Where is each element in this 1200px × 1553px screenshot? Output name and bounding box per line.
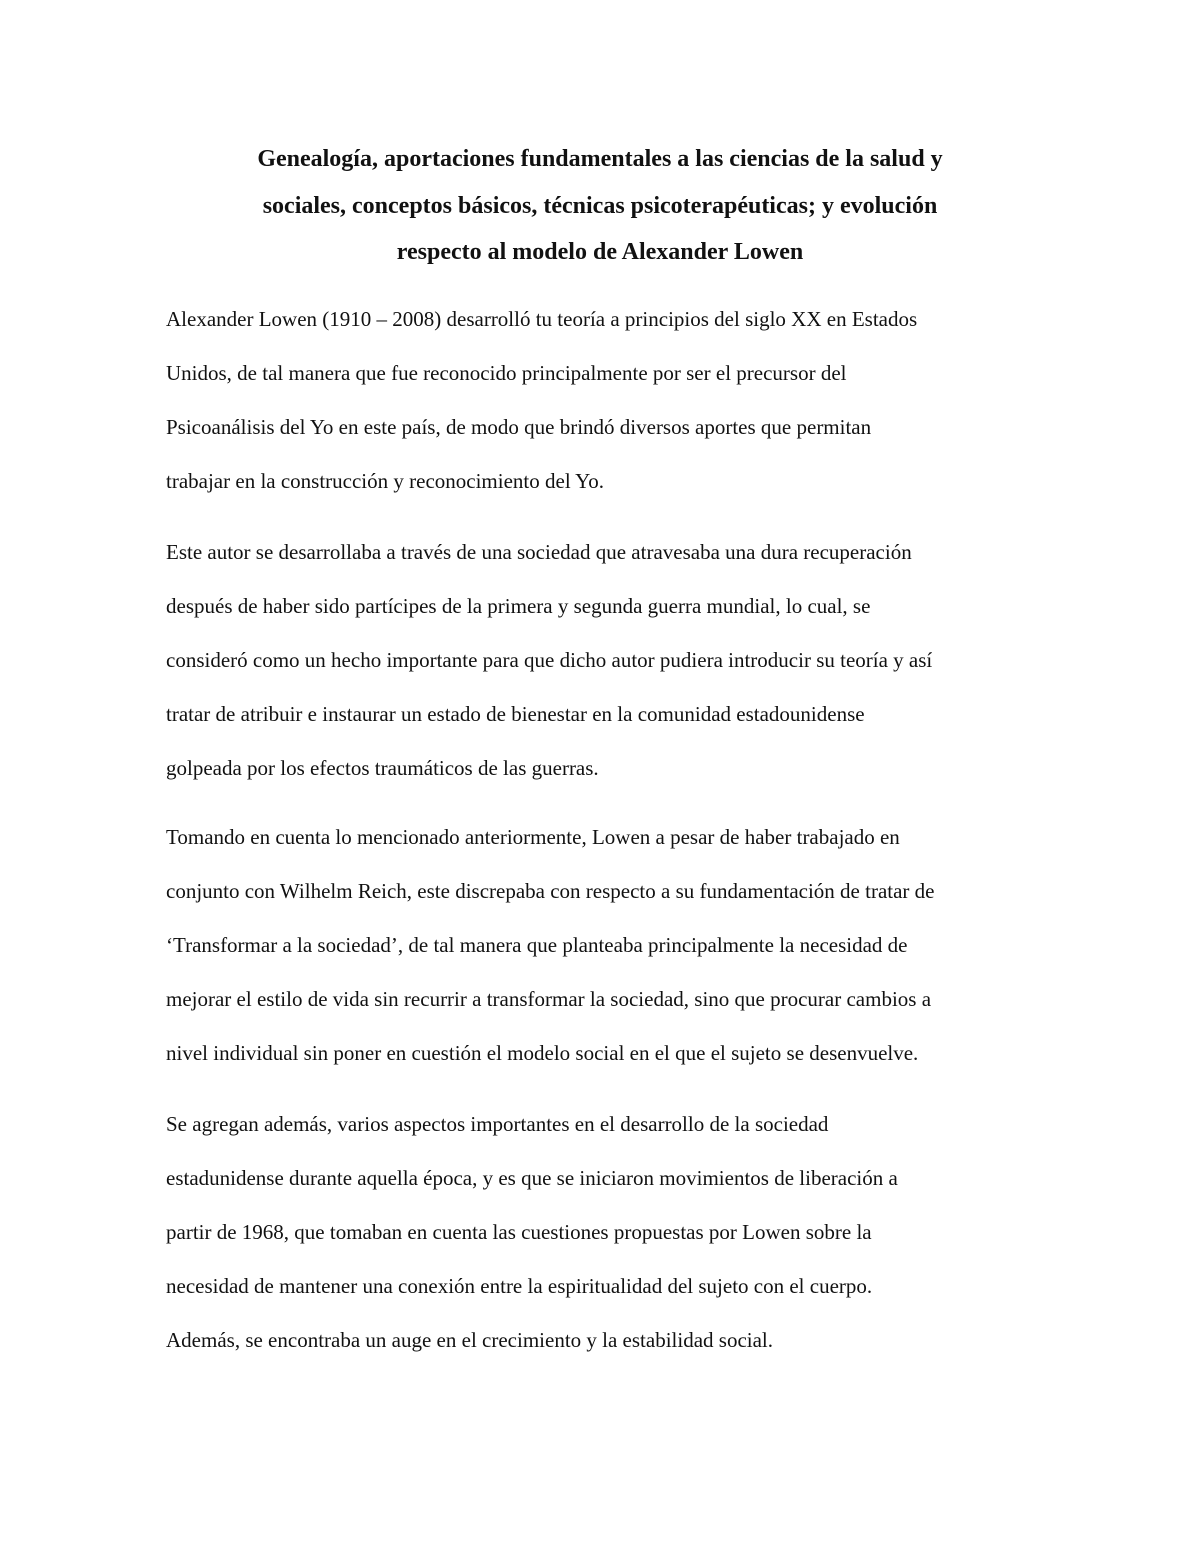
title-line: respecto al modelo de Alexander Lowen [396,239,804,265]
text-line: Psicoanálisis del Yo en este país, de modo que brindó diversos aportes que permitan [166,415,872,439]
paragraph-1 [166,292,1036,508]
text-line: conjunto con Wilhelm Reich, este discrepaba con respecto a su fundamentación de tratar de [166,879,935,903]
text-line: partir de 1968, que tomaban en cuenta las cuestiones propuestas por Lowen sobre la [166,1220,872,1244]
text-line: ‘Transformar a la sociedad’, de tal manera que planteaba principalmente la necesidad de [166,933,908,957]
paragraph-4 [166,1097,1036,1367]
text-line: mejorar el estilo de vida sin recurrir a transformar la sociedad, sino que procurar cambios a [166,987,932,1011]
text-line: golpeada por los efectos traumáticos de las guerras. [166,756,599,780]
text-line: Alexander Lowen (1910 – 2008) desarrolló tu teoría a principios del siglo XX en Estados [166,307,918,331]
text-line: Se agregan además, varios aspectos importantes en el desarrollo de la sociedad [166,1112,829,1136]
text-line: después de haber sido partícipes de la primera y segunda guerra mundial, lo cual, se [166,594,871,618]
text-line: estadunidense durante aquella época, y es que se iniciaron movimientos de liberación a [166,1166,898,1190]
text-line: tratar de atribuir e instaurar un estado de bienestar en la comunidad estadounidense [166,702,865,726]
paragraph-3 [166,810,1036,1080]
text-line: nivel individual sin poner en cuestión el modelo social en el que el sujeto se desenvuelve. [166,1041,919,1065]
paragraph-2 [166,525,1036,795]
text-line: Tomando en cuenta lo mencionado anteriormente, Lowen a pesar de haber trabajado en [166,825,900,849]
document-title [166,136,1034,276]
title-line: sociales, conceptos básicos, técnicas psicoterapéuticas; y evolución [262,192,938,219]
text-line: necesidad de mantener una conexión entre la espiritualidad del sujeto con el cuerpo. [166,1274,873,1298]
text-line: consideró como un hecho importante para que dicho autor pudiera introducir su teoría y así [166,648,933,672]
text-line: Este autor se desarrollaba a través de una sociedad que atravesaba una dura recuperación [166,540,912,564]
text-line: Unidos, de tal manera que fue reconocido principalmente por ser el precursor del [166,361,847,385]
text-line: Además, se encontraba un auge en el crecimiento y la estabilidad social. [166,1328,774,1352]
text-line: trabajar en la construcción y reconocimiento del Yo. [166,469,604,493]
title-line: Genealogía, aportaciones fundamentales a las ciencias de la salud y [257,146,943,172]
